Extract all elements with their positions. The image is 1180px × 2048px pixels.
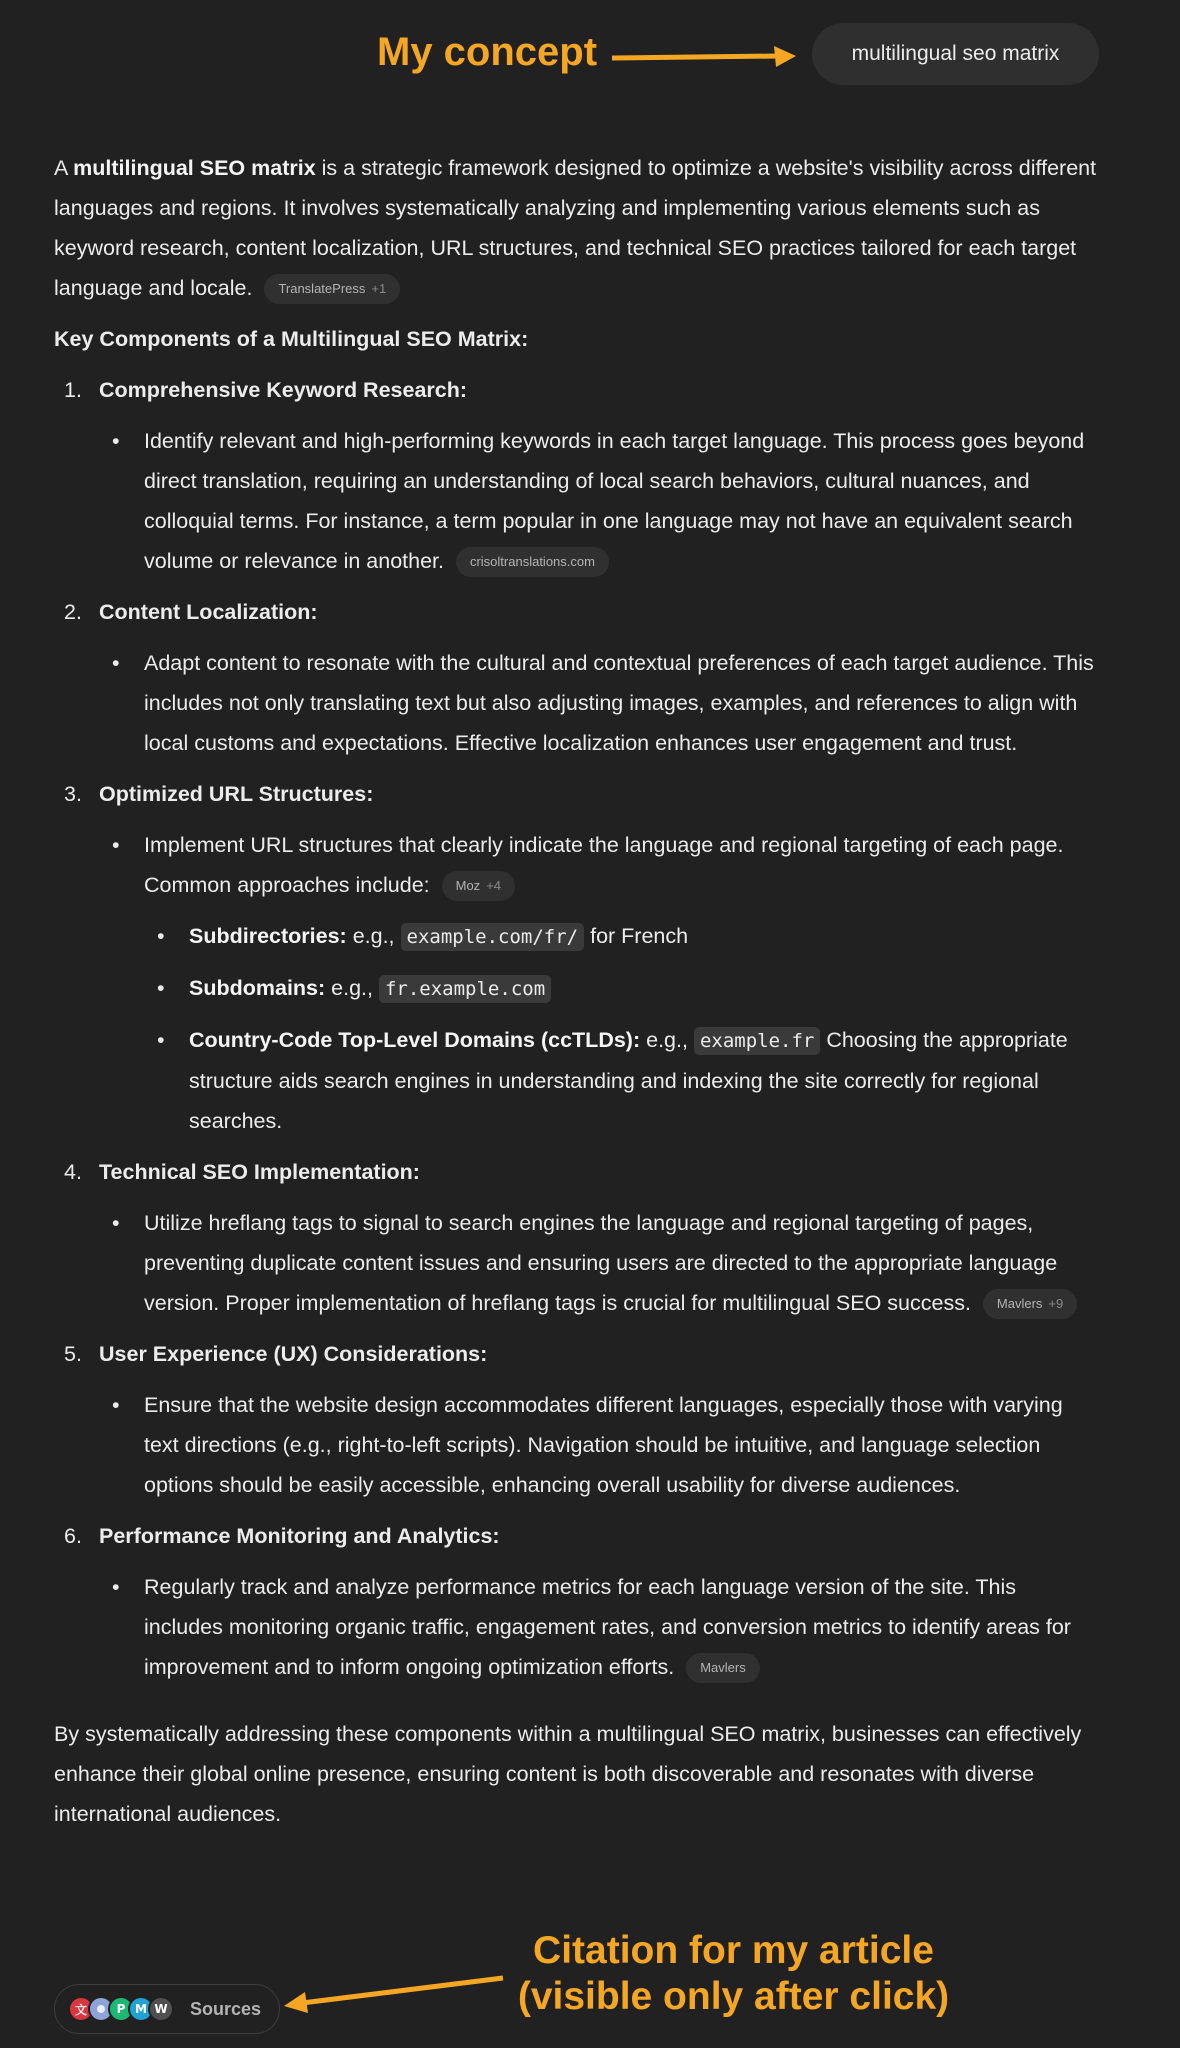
item-title: User Experience (UX) Considerations: — [99, 1342, 488, 1366]
assistant-answer — [54, 148, 1099, 1834]
list-bullet: • Identify relevant and high-performing keywords in each target language. This process goes beyond direct translation, requiring an understanding of local search behaviors, cultural nuances, and colloquial terms. For instance, a term popular in one language may not have an equivalent search volume or relevance in another. crisoltranslations.com — [54, 421, 1099, 581]
user-query-bubble: multilingual seo matrix — [812, 23, 1099, 85]
intro-paragraph — [54, 148, 1099, 308]
citation-pill[interactable]: crisoltranslations.com — [456, 547, 609, 577]
code-snippet: example.com/fr/ — [401, 923, 585, 951]
item-title: Technical SEO Implementation: — [99, 1160, 420, 1184]
citation-pill[interactable]: Mavlers — [686, 1653, 760, 1683]
list-item: 2. Content Localization: — [64, 600, 318, 624]
intro-prefix: A — [54, 156, 68, 180]
intro-text: is a strategic framework designed to optimize a website's visibility across different languages and regions. It involves systematically analyzing and implementing various elements such as keyword research, content localization, URL structures, and technical SEO practices tailored for each target language and locale. — [54, 156, 1097, 300]
item-title: Optimized URL Structures: — [99, 782, 374, 806]
concept-arrow-line — [612, 56, 778, 58]
list-bullet: • Adapt content to resonate with the cultural and contextual preferences of each target audience. This includes not only translating text but also adjusting images, examples, and references to align with local customs and expectations. Effective localization enhances user engagement and trust. — [112, 651, 1094, 755]
citation-annotation-line1: Citation for my article — [533, 1929, 934, 1972]
citation-pill[interactable]: Mavlers +9 — [983, 1289, 1077, 1319]
citation-pill[interactable]: Moz +4 — [442, 871, 515, 901]
list-bullet: • Regularly track and analyze performance metrics for each language version of the site. This includes monitoring organic traffic, engagement rates, and conversion metrics to identify areas for improvement and to inform ongoing optimization efforts. Mavlers — [54, 1567, 1099, 1687]
sub-bullet: • Country-Code Top-Level Domains (ccTLDs): e.g., example.fr Choosing the appropriate structure aids search engines in understanding and indexing the site correctly for regional searches. — [157, 1028, 1068, 1133]
sub-bullet: • Subdomains: e.g., fr.example.com — [54, 968, 1099, 1009]
list-bullet: • Ensure that the website design accommodates different languages, especially those with varying text directions (e.g., right-to-left scripts). Navigation should be intuitive, and language selection options should be easily accessible, enhancing overall usability for diverse audiences. — [112, 1393, 1063, 1497]
sources-label: Sources — [190, 1998, 262, 2019]
item-title: Comprehensive Keyword Research: — [99, 378, 468, 402]
citation-arrow-line — [302, 1978, 503, 2003]
closing-paragraph: By systematically addressing these components within a multilingual SEO matrix, businesses can effectively enhance their global online presence, ensuring content is both discoverable and resonates with diverse international audiences. — [54, 1722, 1082, 1826]
citation-annotation-line2: (visible only after click) — [517, 1975, 950, 2018]
list-item: 5. User Experience (UX) Considerations: — [64, 1342, 488, 1366]
citation-arrow-head — [284, 1992, 308, 2013]
translatepress-icon: 文 — [68, 1996, 94, 2022]
concept-arrow-head — [774, 46, 796, 67]
list-item: 1. Comprehensive Keyword Research: — [64, 378, 468, 402]
citation-pill[interactable]: TranslatePress +1 — [264, 274, 400, 304]
item-title: Performance Monitoring and Analytics: — [99, 1524, 500, 1548]
item-title: Content Localization: — [99, 600, 318, 624]
code-snippet: fr.example.com — [379, 975, 551, 1003]
sub-bullet: • Subdirectories: e.g., example.com/fr/ for French — [54, 916, 1099, 957]
list-item: 3. Optimized URL Structures: — [64, 782, 374, 806]
wordpress-icon: W — [148, 1996, 174, 2022]
concept-annotation: My concept — [377, 30, 598, 74]
code-snippet: example.fr — [694, 1027, 820, 1055]
section-heading: Key Components of a Multilingual SEO Matrix: — [54, 327, 529, 351]
list-bullet: • Implement URL structures that clearly indicate the language and regional targeting of each page. Common approaches include: Moz +4 — [54, 825, 1099, 905]
moz-icon: M — [128, 1996, 154, 2022]
sources-button[interactable] — [54, 1984, 280, 2034]
list-item: 6. Performance Monitoring and Analytics: — [64, 1524, 500, 1548]
list-bullet: • Utilize hreflang tags to signal to search engines the language and regional targeting of pages, preventing duplicate content issues and ensuring users are directed to the appropriate language version. Proper implementation of hreflang tags is crucial for multilingual SEO success. Mavlers +9 — [54, 1203, 1099, 1323]
intro-bold-term: multilingual SEO matrix — [73, 156, 316, 180]
source-p-icon: P — [108, 1996, 134, 2022]
list-item: 4. Technical SEO Implementation: — [64, 1160, 420, 1184]
